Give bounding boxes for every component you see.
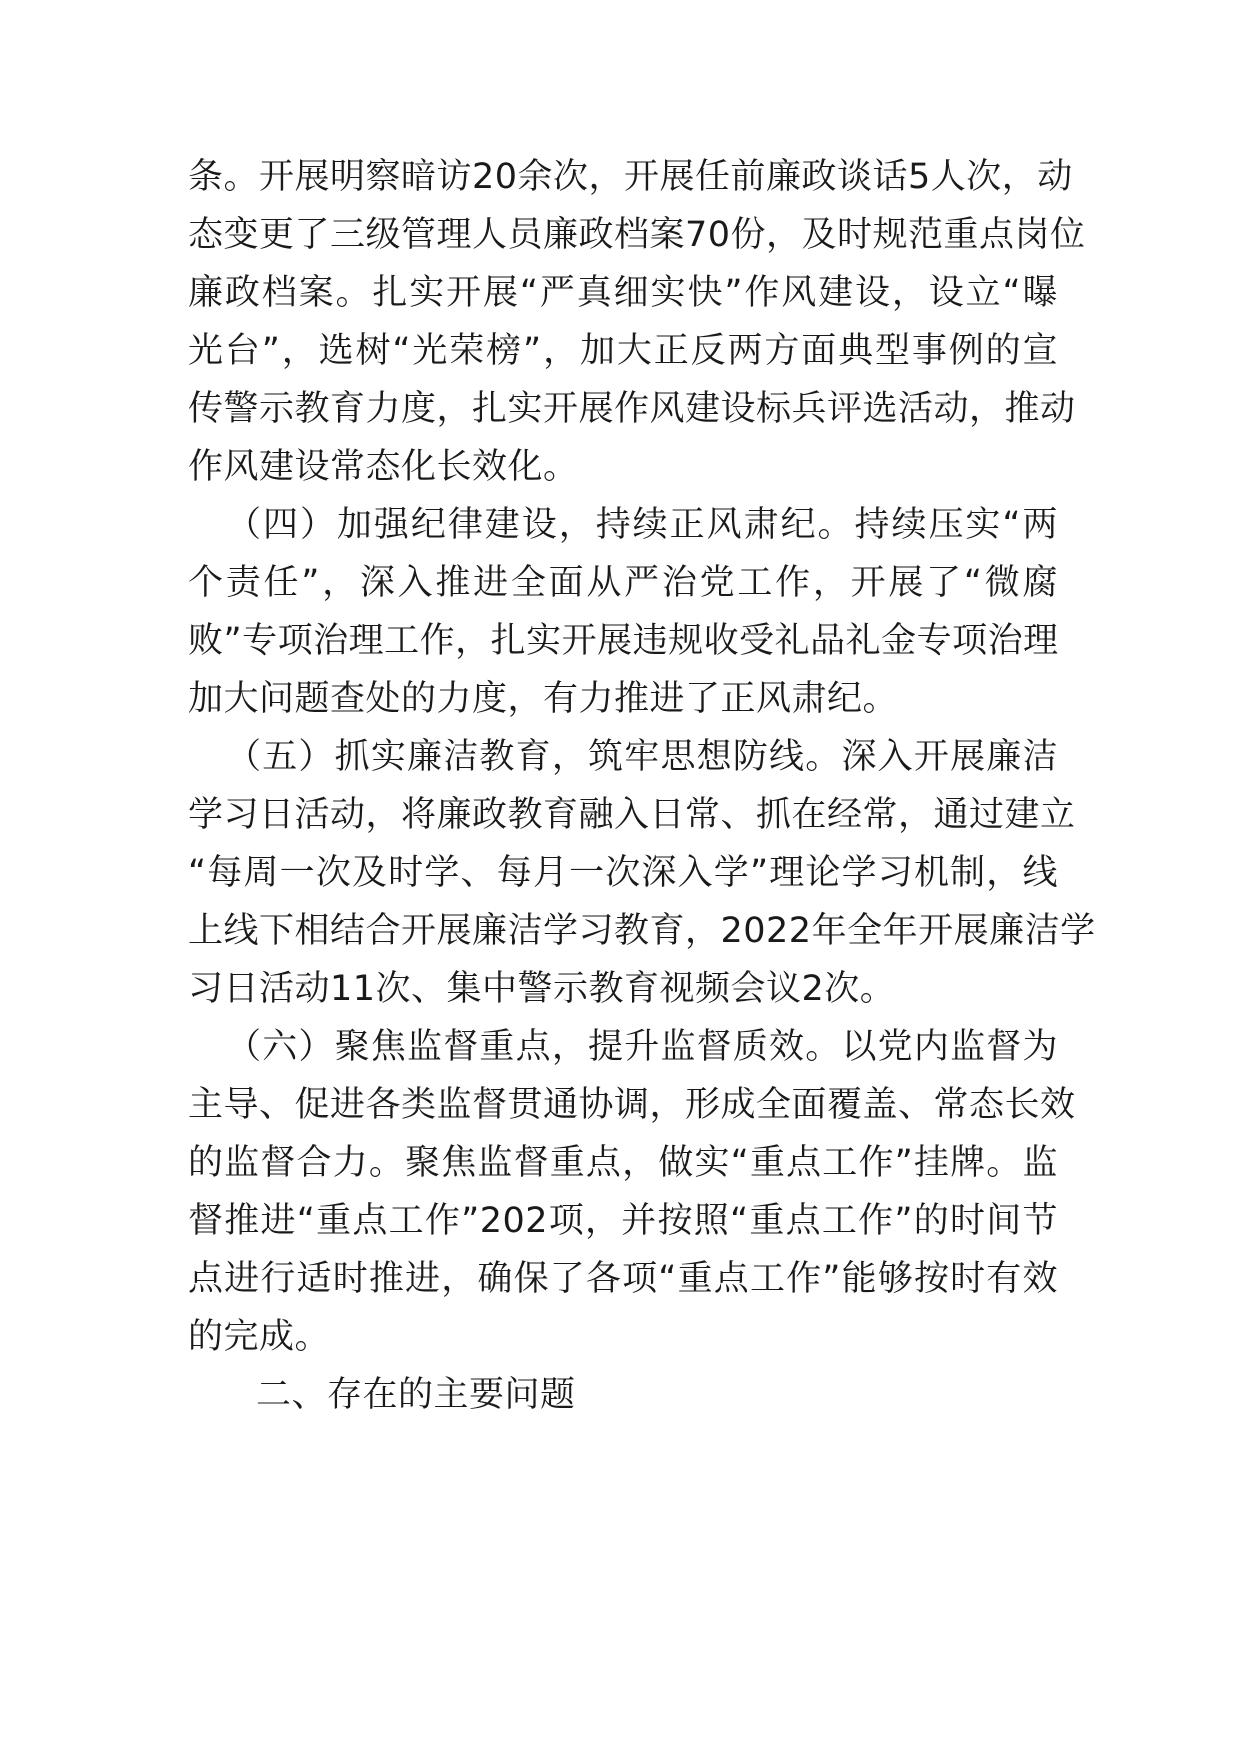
paragraph-line: （六）聚焦监督重点，提升监督质效。以党内监督为: [226, 1027, 1058, 1067]
paragraph-line: 传警示教育力度，扎实开展作风建设标兵评选活动，推动: [188, 389, 1076, 429]
paragraph-line: 加大问题查处的力度，有力推进了正风肃纪。: [188, 679, 899, 719]
paragraph-line: （四）加强纪律建设，持续正风肃纪。持续压实“两: [226, 505, 1058, 545]
paragraph-line: 习日活动11次、集中警示教育视频会议2次。: [188, 969, 896, 1009]
paragraph-line: 上线下相结合开展廉洁学习教育，2022年全年开展廉洁学: [188, 911, 1096, 951]
paragraph-line: 学习日活动，将廉政教育融入日常、抓在经常，通过建立: [188, 795, 1076, 835]
paragraph-line: 作风建设常态化长效化。: [188, 447, 579, 487]
paragraph-line: 条。开展明察暗访20余次，开展任前廉政谈话5人次，动: [188, 157, 1073, 197]
paragraph-line: 的完成。: [188, 1317, 331, 1357]
paragraph-line: 的监督合力。聚焦监督重点，做实“重点工作”挂牌。监: [188, 1143, 1058, 1183]
paragraph-line: 败”专项治理工作，扎实开展违规收受礼品礼金专项治理: [188, 621, 1059, 661]
paragraph-line: 点进行适时推进，确保了各项“重点工作”能够按时有效: [188, 1259, 1058, 1299]
paragraph-line: 光台”，选树“光荣榜”，加大正反两方面典型事例的宣: [188, 331, 1058, 371]
paragraph-line: 督推进“重点工作”202项，并按照“重点工作”的时间节: [188, 1201, 1058, 1241]
paragraph-line: 廉政档案。扎实开展“严真细实快”作风建设，设立“曝: [188, 273, 1058, 313]
paragraph-line: 态变更了三级管理人员廉政档案70份，及时规范重点岗位: [188, 215, 1086, 255]
paragraph-line: 个责任”，深入推进全面从严治党工作，开展了“微腐: [188, 563, 1058, 603]
paragraph-line: 主导、促进各类监督贯通协调，形成全面覆盖、常态长效: [188, 1085, 1076, 1125]
section-heading: 二、存在的主要问题: [256, 1375, 576, 1415]
paragraph-line: “每周一次及时学、每月一次深入学”理论学习机制，线: [188, 853, 1058, 893]
paragraph-line: （五）抓实廉洁教育，筑牢思想防线。深入开展廉洁: [226, 737, 1058, 777]
